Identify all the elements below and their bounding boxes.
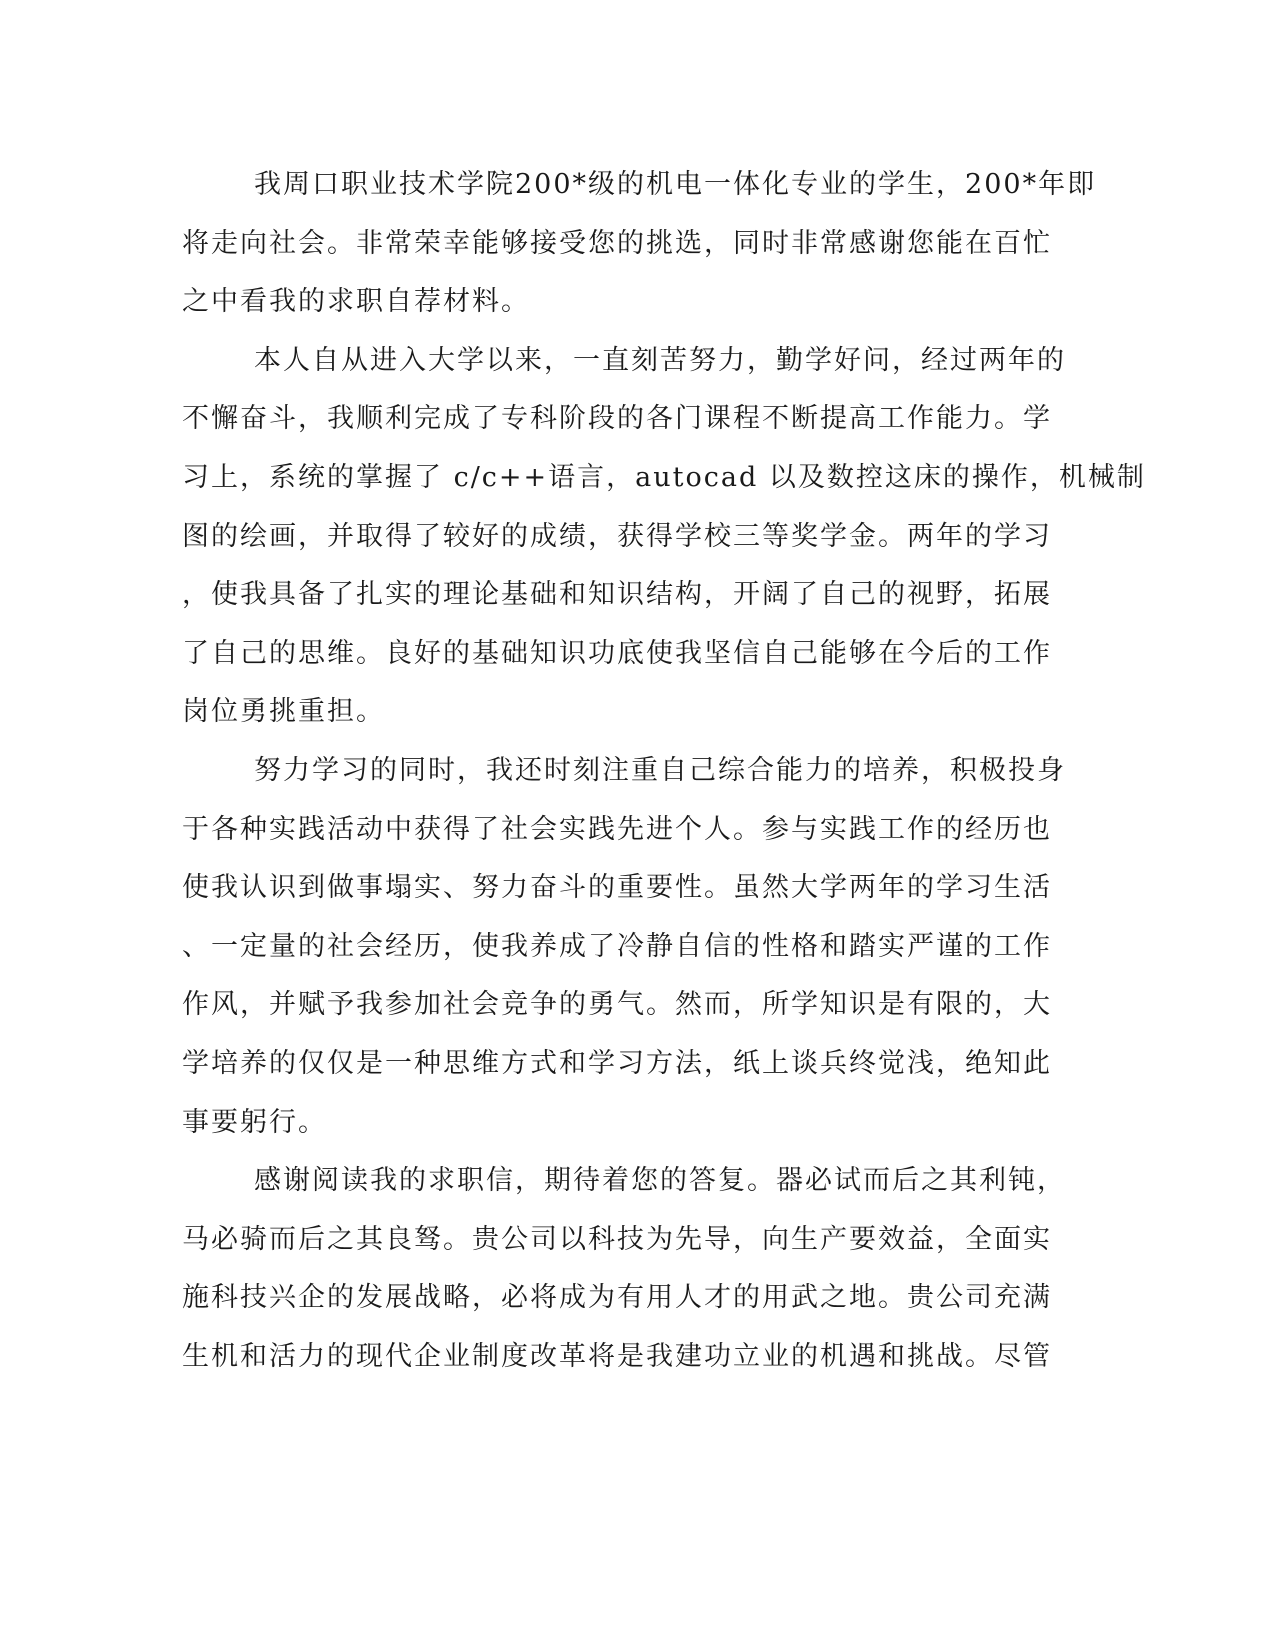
paragraph-study [182,332,1146,742]
text-line: 、一定量的社会经历，使我养成了冷静自信的性格和踏实严谨的工作 [182,930,1052,962]
text-line: 生机和活力的现代企业制度改革将是我建功立业的机遇和挑战。尽管 [182,1340,1052,1372]
paragraph-practice [182,742,1066,1152]
paragraph-intro [182,156,1097,332]
text-line: ，使我具备了扎实的理论基础和知识结构，开阔了自己的视野，拓展 [182,579,1052,611]
letter-body [182,156,1146,1386]
text-line: 岗位勇挑重担。 [182,696,385,728]
text-line: 图的绘画，并取得了较好的成绩，获得学校三等奖学金。两年的学习 [182,520,1052,552]
text-line: 于各种实践活动中获得了社会实践先进个人。参与实践工作的经历也 [182,813,1052,845]
text-line: 事要躬行。 [182,1106,327,1138]
text-line: 之中看我的求职自荐材料。 [182,286,530,318]
text-line: 施科技兴企的发展战略，必将成为有用人才的用武之地。贵公司充满 [182,1282,1052,1314]
text-line: 了自己的思维。良好的基础知识功底使我坚信自己能够在今后的工作 [182,637,1052,669]
text-line: 马必骑而后之其良驽。贵公司以科技为先导，向生产要效益，全面实 [182,1223,1052,1255]
text-line: 习上，系统的掌握了 c/c++语言，autocad 以及数控这床的操作，机械制 [182,461,1146,493]
text-line: 使我认识到做事塌实、努力奋斗的重要性。虽然大学两年的学习生活 [182,872,1052,904]
paragraph-closing [182,1152,1066,1386]
text-line: 将走向社会。非常荣幸能够接受您的挑选，同时非常感谢您能在百忙 [182,227,1052,259]
text-line: 努力学习的同时，我还时刻注重自己综合能力的培养，积极投身 [254,754,1066,786]
text-line: 学培养的仅仅是一种思维方式和学习方法，纸上谈兵终觉浅，绝知此 [182,1047,1052,1079]
text-line: 不懈奋斗，我顺利完成了专科阶段的各门课程不断提高工作能力。学 [182,403,1052,435]
text-line: 感谢阅读我的求职信，期待着您的答复。器必试而后之其利钝， [254,1165,1066,1197]
text-line: 作风，并赋予我参加社会竞争的勇气。然而，所学知识是有限的，大 [182,989,1052,1021]
text-line: 我周口职业技术学院200*级的机电一体化专业的学生，200*年即 [254,169,1097,200]
text-line: 本人自从进入大学以来，一直刻苦努力，勤学好问，经过两年的 [254,344,1066,376]
